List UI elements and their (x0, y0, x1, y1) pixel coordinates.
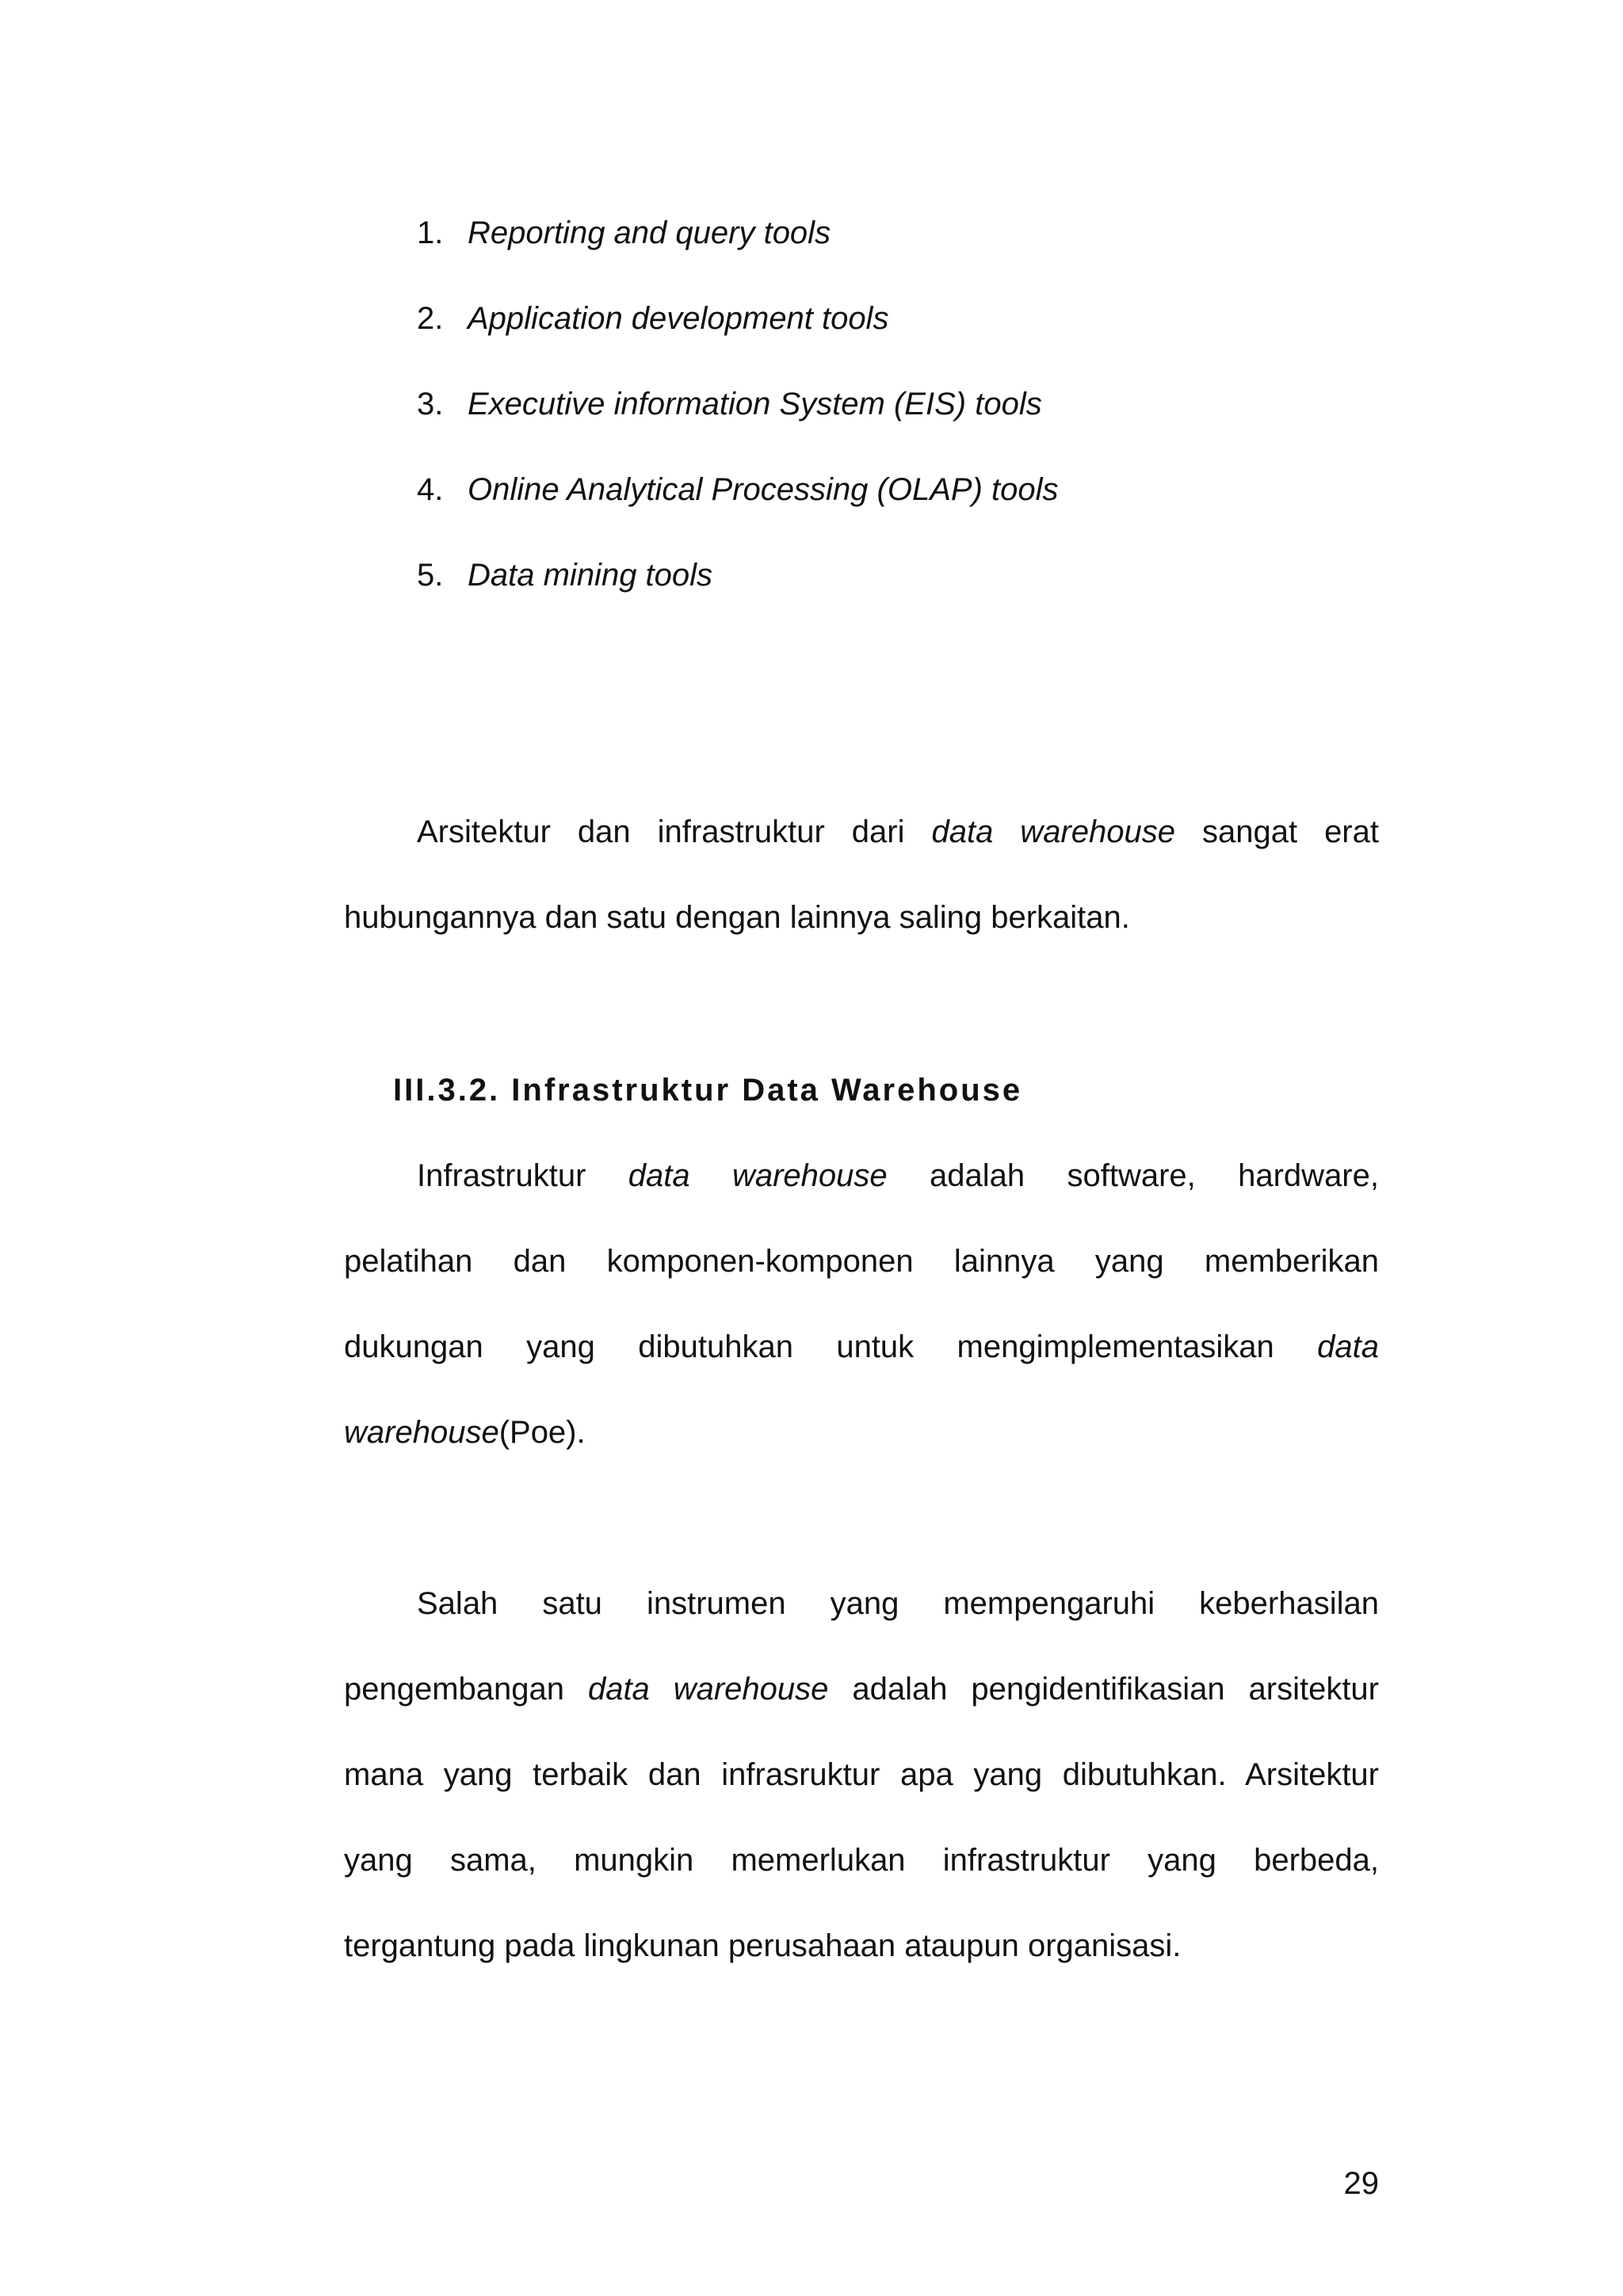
text-run: pengembangan (344, 1672, 565, 1707)
list-item-number: 1. (417, 215, 444, 250)
list-item-text: Data mining tools (468, 558, 713, 593)
paragraph-infrastructure-definition (344, 1133, 1379, 1475)
paragraph-instrument (344, 1561, 1379, 1989)
list-item-number: 3. (417, 387, 444, 421)
paragraph-line: mana yang terbaik dan infrasruktur apa yang dibutuhkan. Arsitektur (344, 1757, 1379, 1792)
page-number: 29 (1343, 2166, 1379, 2201)
paragraph-line: Salah satu instrumen yang mempengaruhi keberhasilan (417, 1586, 1379, 1621)
text-run-italic: data warehouse (931, 814, 1175, 849)
list-item (417, 276, 1059, 361)
list-item-number: 5. (417, 558, 444, 593)
text-run: adalah software, hardware, (930, 1158, 1379, 1193)
paragraph-line (344, 1304, 1379, 1390)
list-item (417, 532, 1059, 618)
section-heading: III.3.2. Infrastruktur Data Warehouse (393, 1073, 1023, 1108)
paragraph-line: yang sama, mungkin memerlukan infrastruktur yang berbeda, (344, 1843, 1379, 1878)
text-run-italic: data warehouse (628, 1158, 888, 1193)
list-item (417, 447, 1059, 532)
list-item (417, 361, 1059, 447)
paragraph-line: tergantung pada lingkunan perusahaan ataupun organisasi. (344, 1928, 1182, 1963)
paragraph-line (344, 1646, 1379, 1732)
paragraph-line (344, 1133, 1379, 1219)
paragraph-line (344, 789, 1379, 875)
list-item-text: Application development tools (468, 301, 889, 336)
list-item-text: Executive information System (EIS) tools (468, 387, 1042, 421)
text-run: adalah pengidentifikasian arsitektur (852, 1672, 1379, 1707)
text-run-italic: data (1317, 1329, 1379, 1364)
list-item-text: Reporting and query tools (468, 215, 831, 250)
list-item-text: Online Analytical Processing (OLAP) tools (468, 472, 1059, 507)
text-run: Infrastruktur (417, 1158, 586, 1193)
list-item-number: 4. (417, 472, 444, 507)
text-run: (Poe). (498, 1415, 586, 1450)
paragraph-line (344, 1390, 1379, 1475)
list-item (417, 190, 1059, 276)
text-run-italic: data warehouse (587, 1672, 829, 1707)
paragraph-line: hubungannya dan satu dengan lainnya saling berkaitan. (344, 900, 1130, 935)
paragraph-line: pelatihan dan komponen-komponen lainnya yang memberikan (344, 1244, 1379, 1279)
text-run: Arsitektur dan infrastruktur dari (417, 814, 905, 849)
tools-list (417, 190, 1059, 618)
list-item-number: 2. (417, 301, 444, 336)
paragraph-architecture (344, 789, 1379, 960)
text-run: dukungan yang dibutuhkan untuk mengimplementasikan (344, 1329, 1274, 1364)
text-run-italic: warehouse (344, 1415, 499, 1450)
text-run: sangat erat (1201, 814, 1379, 849)
